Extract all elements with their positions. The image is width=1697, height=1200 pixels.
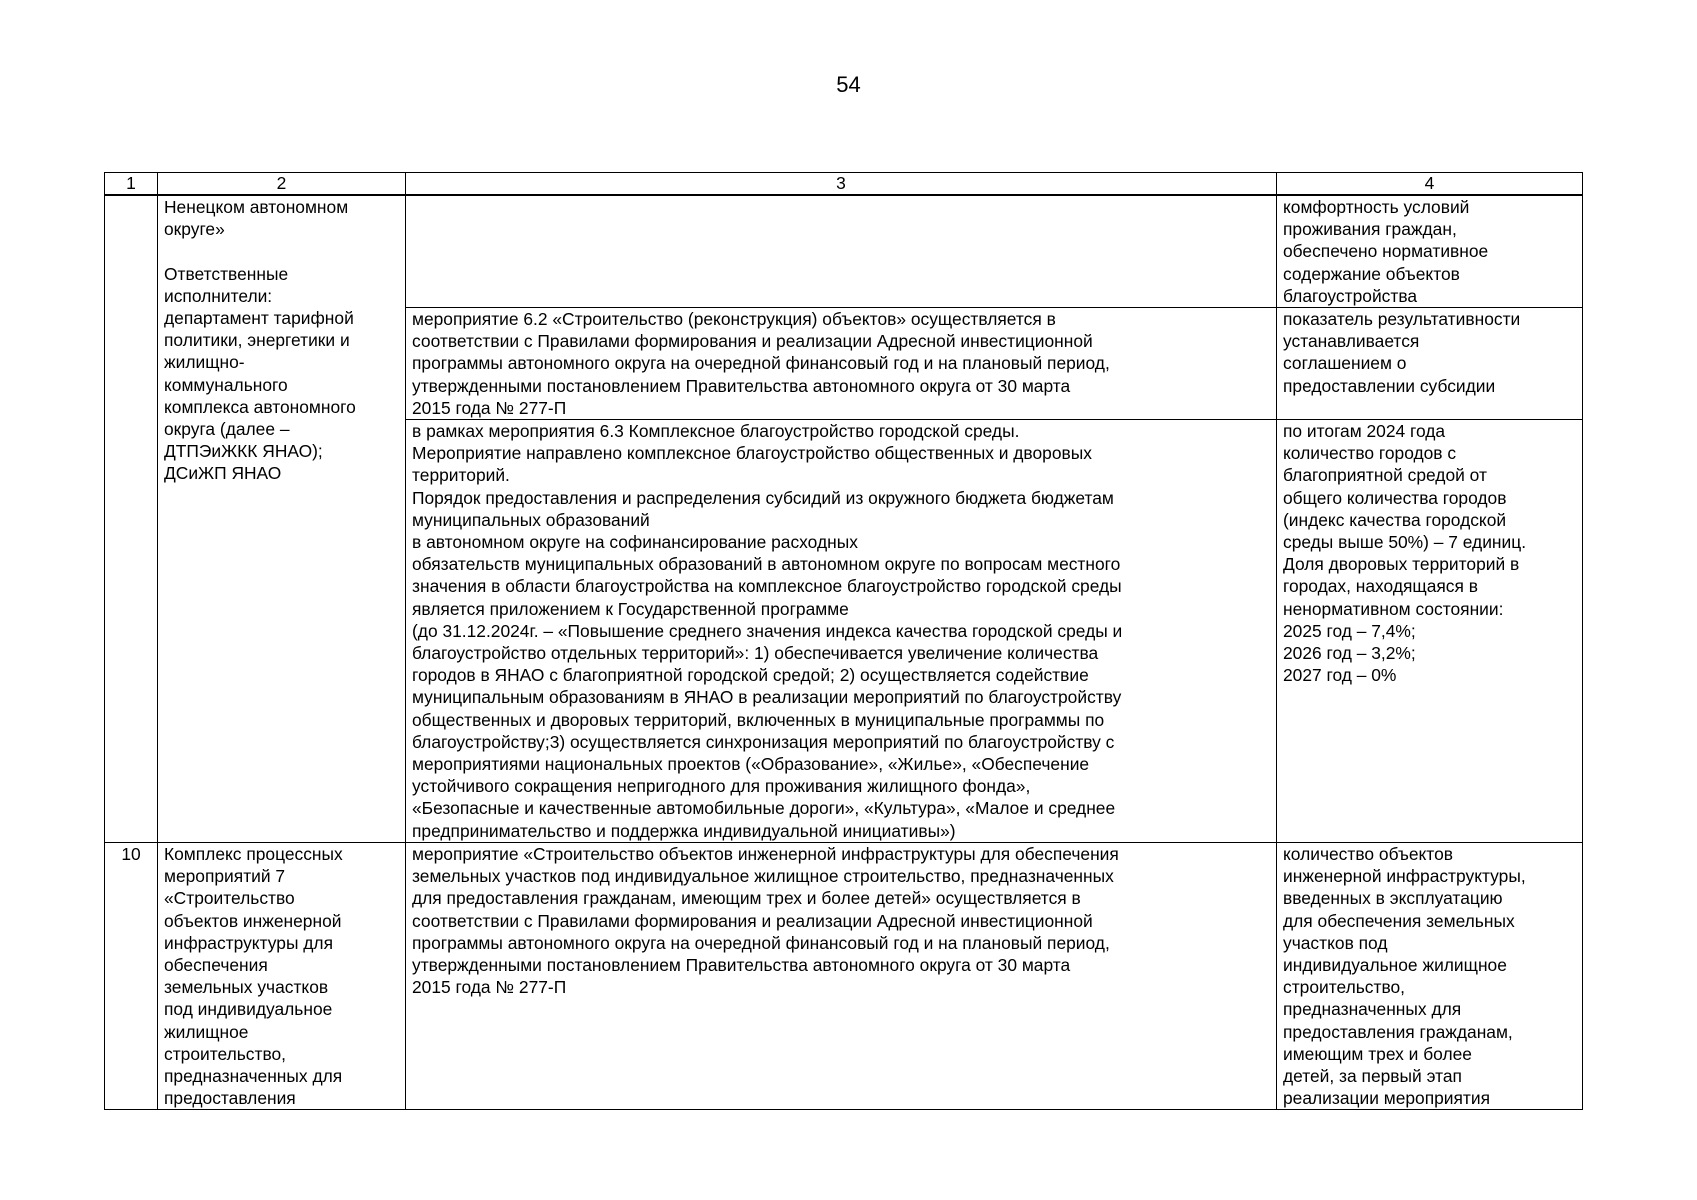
description-cell — [406, 195, 1277, 308]
row-number-cell — [105, 195, 158, 842]
table-row — [105, 195, 1583, 308]
table-header-row — [105, 173, 1583, 196]
result-cell: по итогам 2024 года количество городов с благоприятной средой от общего количества городов (индекс качества городской среды выше 50%) – 7 единиц. Доля дворовых территорий в городах, находящаяся в ненормативном состоянии: 2025 год – 7,4%; 2026 год – 3,2%; 2027 год – 0% — [1277, 420, 1583, 843]
activity-name-cell: Комплекс процессных мероприятий 7 «Строительство объектов инженерной инфраструктуры для обеспечения земельных участков под индивидуальное жилищное строительство, предназначенных для предоставления — [158, 842, 406, 1109]
header-cell-3: 3 — [406, 173, 1277, 196]
description-cell: мероприятие 6.2 «Строительство (реконструкция) объектов» осуществляется в соответствии с Правилами формирования и реализации Адресной инвестиционной программы автономного округа на очередной финансовый год и на плановый период, утвержденными постановлением Правительства автономного округа от 30 марта 2015 года № 277-П — [406, 308, 1277, 420]
header-cell-2: 2 — [158, 173, 406, 196]
page-number: 54 — [836, 72, 861, 97]
result-cell: показатель результативности устанавливается соглашением о предоставлении субсидии — [1277, 308, 1583, 420]
description-cell: мероприятие «Строительство объектов инженерной инфраструктуры для обеспечения земельных участков под индивидуальное жилищное строительство, предназначенных для предоставления гражданам, имеющим трех и более детей» осуществляется в соответствии с Правилами формирования и реализации Адресной инвестиционной программы автономного округа на очередной финансовый год и на плановый период, утвержденными постановлением Правительства автономного округа от 30 марта 2015 года № 277-П — [406, 842, 1277, 1109]
header-cell-4: 4 — [1277, 173, 1583, 196]
result-cell: количество объектов инженерной инфраструктуры, введенных в эксплуатацию для обеспечения земельных участков под индивидуальное жилищное строительство, предназначенных для предоставления гражданам, имеющим трех и более детей, за первый этап реализации мероприятия — [1277, 842, 1583, 1109]
description-cell: в рамках мероприятия 6.3 Комплексное благоустройство городской среды. Мероприятие направлено комплексное благоустройство общественных и дворовых территорий. Порядок предоставления и распределения субсидий из окружного бюджета бюджетам муниципальных образований в автономном округе на софинансирование расходных обязательств муниципальных образований в автономном округе по вопросам местного значения в области благоустройства на комплексное благоустройство городской среды является приложением к Государственной программе (до 31.12.2024г. – «Повышение среднего значения индекса качества городской среды и благоустройство отдельных территорий»: 1) обеспечивается увеличение количества городов в ЯНАО с благоприятной городской средой; 2) осуществляется содействие муниципальным образованиям в ЯНАО в реализации мероприятий по благоустройству общественных и дворовых территорий, включенных в муниципальные программы по благоустройству;3) осуществляется синхронизация мероприятий по благоустройству с мероприятиями национальных проектов («Образование», «Жилье», «Обеспечение устойчивого сокращения непригодного для проживания жилищного фонда», «Безопасные и качественные автомобильные дороги», «Культура», «Малое и среднее предпринимательство и поддержка индивидуальной инициативы») — [406, 420, 1277, 843]
row-number-cell: 10 — [105, 842, 158, 1109]
table-row — [105, 842, 1583, 1109]
result-cell: комфортность условий проживания граждан, обеспечено нормативное содержание объектов благоустройства — [1277, 195, 1583, 308]
document-table — [104, 172, 1583, 1110]
header-cell-1: 1 — [105, 173, 158, 196]
activity-name-cell: Ненецком автономном округе» Ответственные исполнители: департамент тарифной политики, энергетики и жилищно- коммунального комплекса автономного округа (далее – ДТПЭиЖКК ЯНАО); ДСиЖП ЯНАО — [158, 195, 406, 842]
